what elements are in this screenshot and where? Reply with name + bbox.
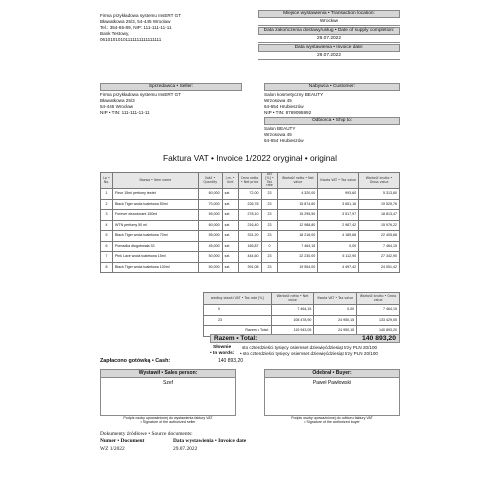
cell-net: 15 295,50 bbox=[278, 210, 318, 221]
cell-unit: szt. bbox=[222, 231, 238, 242]
items-table bbox=[100, 172, 400, 273]
seller-header-bank: Bank Testowy, bbox=[100, 31, 130, 36]
cell-name: Pink Lace woda toaletowa 15ml bbox=[112, 252, 198, 263]
sum-gross: 133 429,05 bbox=[357, 315, 400, 326]
issuer-name: Szef bbox=[162, 380, 173, 386]
sum-col-net: Wartość netto • Net value bbox=[271, 293, 314, 305]
col-vat-value: Kwota VAT • Tax value bbox=[318, 173, 359, 189]
buyer-line: Salon kosmetyczny BEAUTY bbox=[264, 91, 324, 97]
payment-value: 140 893,20 bbox=[218, 358, 244, 364]
cell-name: WTN perfumy 50 ml bbox=[112, 220, 198, 231]
cell-price: 216,40 bbox=[238, 220, 261, 231]
cell-qty: 55,000 bbox=[198, 210, 222, 221]
words-line-1: sto czterdzieści tysięcy osiemset dziewięćdziesiąt trzy PLN 20/100 bbox=[242, 345, 378, 350]
summary-row bbox=[204, 315, 400, 326]
place-label: Miejsce wystawienia • Transaction location: bbox=[258, 10, 400, 18]
seller-line: Firma przykładowa systemu InsERT GT bbox=[100, 91, 182, 97]
issue-label: Data wystawienia • Invoice date: bbox=[258, 44, 400, 52]
cell-qty: 60,000 bbox=[198, 189, 222, 200]
cell-gross: 18 813,47 bbox=[359, 210, 400, 221]
sum-total-label: Razem • Total: bbox=[204, 326, 272, 337]
recipient-line: Salon BEAUTY bbox=[264, 125, 296, 131]
cell-vat: 4 189,68 bbox=[318, 231, 359, 242]
seller-header-address: Bławatkowa 25/3, 54-445 Wrocław bbox=[100, 19, 171, 24]
col-unit: J.m. • Unit bbox=[222, 173, 238, 189]
supply-value: 29.07.2022 bbox=[258, 35, 400, 43]
sum-vat: 0,00 bbox=[314, 305, 357, 316]
supply-label: Data zakończenia dostawy/usług • Date of supply completion: bbox=[258, 27, 400, 35]
buyer-label: Nabywca • Customer: bbox=[264, 83, 400, 91]
invoice-meta bbox=[258, 10, 400, 60]
table-row bbox=[101, 210, 400, 221]
seller-header-name: Firma przykładowa systemu InsERT GT bbox=[100, 13, 182, 18]
cell-qty: 50,000 bbox=[198, 262, 222, 273]
cell-name: Pomadka długotrwała 33 bbox=[112, 241, 198, 252]
cell-net: 7 464,15 bbox=[278, 241, 318, 252]
cell-lp: 6 bbox=[101, 241, 113, 252]
buyer-line: NIP • TIN: 8769095992 bbox=[264, 109, 312, 115]
cell-net: 22 230,00 bbox=[278, 252, 318, 263]
sum-gross: 140 893,20 bbox=[357, 326, 400, 337]
seller-header bbox=[100, 13, 250, 43]
cell-name: Fleur 15ml perfumy testet bbox=[112, 189, 198, 200]
seller-line: Bławatkowa 25/3 bbox=[100, 97, 135, 103]
cell-rate: 23 bbox=[261, 199, 278, 210]
cell-gross: 19 525,76 bbox=[359, 199, 400, 210]
seller-header-contact: Tel.: 354-65-89, NIP: 111-111-11-11 bbox=[100, 25, 172, 30]
receiver-note-1: Podpis osoby upoważnionej do odbioru faktury VAT bbox=[291, 416, 373, 420]
cell-lp: 4 bbox=[101, 220, 113, 231]
col-qty: Ilość • Quantity bbox=[198, 173, 222, 189]
total-bar bbox=[210, 334, 400, 343]
col-gross-value: Wartość brutto • Gross value bbox=[359, 173, 400, 189]
cell-price: 165,87 bbox=[238, 241, 261, 252]
total-label: Razem • Total: bbox=[214, 335, 258, 342]
cell-name: Black Tiger woda toaletowa 70ml bbox=[112, 231, 198, 242]
cell-gross: 22 405,68 bbox=[359, 231, 400, 242]
source-doc-date: 29.07.2022 bbox=[173, 445, 198, 452]
cell-vat: 3 651,16 bbox=[318, 199, 359, 210]
cell-qty: 70,000 bbox=[198, 199, 222, 210]
source-docs-title: Dokumenty źródłowe • Source documents: bbox=[100, 431, 193, 437]
sum-gross: 7 464,15 bbox=[357, 305, 400, 316]
cell-net: 19 554,00 bbox=[278, 262, 318, 273]
col-lp: Lp • No. bbox=[101, 173, 113, 189]
issuer-label: Wystawił • Sales person: bbox=[101, 370, 235, 378]
cell-vat: 4 497,42 bbox=[318, 262, 359, 273]
cell-price: 331,20 bbox=[238, 231, 261, 242]
cell-vat: 993,60 bbox=[318, 189, 359, 200]
words-label-2: • In words: bbox=[210, 351, 235, 356]
table-row bbox=[101, 231, 400, 242]
cell-rate: 23 bbox=[261, 210, 278, 221]
cell-unit: szt. bbox=[222, 252, 238, 263]
sum-vat: 24 950,15 bbox=[314, 315, 357, 326]
col-vat-rate: VAT [%] • Tax rate bbox=[261, 173, 278, 189]
cell-gross: 5 313,60 bbox=[359, 189, 400, 200]
cell-qty: 50,000 bbox=[198, 252, 222, 263]
receiver-label: Odebrał • Buyer: bbox=[265, 370, 399, 378]
recipient-line: 64-654 Hrubieszów bbox=[264, 137, 304, 143]
buyer-line: 64-654 Hrubieszów bbox=[264, 103, 304, 109]
cell-price: 226,78 bbox=[238, 199, 261, 210]
sum-col-rate: według stawki VAT • Tax rate [%] bbox=[204, 293, 272, 305]
cell-price: 391,08 bbox=[238, 262, 261, 273]
receiver-note-2: • Signature of the authorized buyer bbox=[304, 420, 360, 425]
sum-col-vat: Kwota VAT • Tax value bbox=[314, 293, 357, 305]
sum-vat: 24 950,15 bbox=[314, 326, 357, 337]
col-name: Nazwa • Item name bbox=[112, 173, 198, 189]
cell-price: 278,10 bbox=[238, 210, 261, 221]
cell-gross: 15 976,22 bbox=[359, 220, 400, 231]
col-net-price: Cena netto • Net price bbox=[238, 173, 261, 189]
table-row bbox=[101, 262, 400, 273]
cell-lp: 7 bbox=[101, 252, 113, 263]
cell-rate: 0 bbox=[261, 241, 278, 252]
sum-rate: 23 bbox=[204, 315, 272, 326]
cell-rate: 23 bbox=[261, 189, 278, 200]
cell-net: 12 988,80 bbox=[278, 220, 318, 231]
sum-col-gross: Wartość brutto • Gross value bbox=[357, 293, 400, 305]
sum-rate: 0 bbox=[204, 305, 272, 316]
words-line-2: • sto czterdzieści tysięcy osiemset dziewięćdziesiąt trzy PLN 20/100 bbox=[240, 351, 378, 356]
buyer-line: Wrzosowa 45 bbox=[264, 97, 292, 103]
cell-lp: 2 bbox=[101, 199, 113, 210]
source-col-number: Numer • Document bbox=[100, 438, 145, 445]
cell-qty: 60,000 bbox=[198, 220, 222, 231]
cell-gross: 24 051,42 bbox=[359, 262, 400, 273]
cell-name: Black Tiger woda toaletowa 100ml bbox=[112, 262, 198, 273]
source-doc-number: WZ 1/2022 bbox=[100, 445, 125, 452]
cell-unit: szt. bbox=[222, 189, 238, 200]
table-row bbox=[101, 220, 400, 231]
cell-gross: 7 464,15 bbox=[359, 241, 400, 252]
receiver-name: Paweł Pawłowski bbox=[312, 380, 352, 386]
cell-gross: 27 342,90 bbox=[359, 252, 400, 263]
total-value: 140 893,20 bbox=[361, 335, 396, 342]
table-row bbox=[101, 252, 400, 263]
cell-vat: 5 112,90 bbox=[318, 252, 359, 263]
table-row bbox=[101, 199, 400, 210]
cell-qty: 55,000 bbox=[198, 231, 222, 242]
sum-net: 7 464,15 bbox=[271, 305, 314, 316]
seller-section bbox=[100, 83, 242, 116]
issuer-note-2: • Signature of the authorized seller bbox=[140, 420, 196, 425]
cell-name: Black Tiger woda toaletowa 50ml bbox=[112, 199, 198, 210]
cell-lp: 8 bbox=[101, 262, 113, 273]
cell-net: 4 320,00 bbox=[278, 189, 318, 200]
cell-rate: 23 bbox=[261, 231, 278, 242]
source-col-date: Data wystawienia • Invoice date bbox=[173, 438, 247, 445]
vat-summary-table bbox=[203, 292, 400, 337]
seller-line: 54-445 Wrocław bbox=[100, 103, 134, 109]
cell-vat: 2 987,42 bbox=[318, 220, 359, 231]
cell-unit: szt. bbox=[222, 262, 238, 273]
cell-qty: 45,000 bbox=[198, 241, 222, 252]
cell-price: 72,00 bbox=[238, 189, 261, 200]
cell-vat: 0,00 bbox=[318, 241, 359, 252]
cell-unit: szt. bbox=[222, 210, 238, 221]
seller-header-account: 06101010101111111111111111 bbox=[100, 37, 162, 42]
cell-unit: szt. bbox=[222, 241, 238, 252]
table-row bbox=[101, 241, 400, 252]
receiver-box bbox=[264, 369, 400, 416]
cell-rate: 23 bbox=[261, 252, 278, 263]
recipient-label: Odbiorca • Ship to: bbox=[264, 117, 400, 125]
place-value: Wrocław bbox=[258, 18, 400, 26]
cell-name: Forever dezodorant 150ml bbox=[112, 210, 198, 221]
cell-net: 15 874,60 bbox=[278, 199, 318, 210]
cell-rate: 23 bbox=[261, 220, 278, 231]
recipient-line: Wrzosowa 45 bbox=[264, 131, 292, 137]
cell-rate: 23 bbox=[261, 262, 278, 273]
words-label-1: Słownie bbox=[213, 345, 232, 350]
cell-vat: 3 517,97 bbox=[318, 210, 359, 221]
col-net-value: Wartość netto • Net value bbox=[278, 173, 318, 189]
table-row bbox=[101, 189, 400, 200]
cell-unit: szt. bbox=[222, 220, 238, 231]
cell-net: 18 216,00 bbox=[278, 231, 318, 242]
cell-lp: 1 bbox=[101, 189, 113, 200]
sum-net: 108 478,90 bbox=[271, 315, 314, 326]
cell-unit: szt. bbox=[222, 199, 238, 210]
payment-label: Zapłacono gotówką • Cash: bbox=[100, 358, 171, 364]
invoice-title: Faktura VAT • Invoice 1/2022 oryginał • original bbox=[163, 153, 337, 163]
cell-lp: 3 bbox=[101, 210, 113, 221]
seller-label: Sprzedawca • Seller: bbox=[100, 83, 242, 91]
sum-net: 115 943,05 bbox=[271, 326, 314, 337]
source-documents bbox=[100, 431, 300, 453]
cell-price: 444,60 bbox=[238, 252, 261, 263]
issuer-box bbox=[100, 369, 236, 416]
receiver-signature-note bbox=[264, 416, 400, 425]
buyer-section bbox=[264, 83, 400, 144]
issuer-note-1: Podpis osoby upoważnionej do wystawienia faktury VAT bbox=[123, 416, 213, 420]
issuer-signature-note bbox=[100, 416, 236, 425]
issue-value: 29.07.2022 bbox=[258, 52, 400, 60]
summary-row bbox=[204, 305, 400, 316]
cell-lp: 5 bbox=[101, 231, 113, 242]
seller-line: NIP • TIN: 111-111-11-11 bbox=[100, 109, 150, 115]
